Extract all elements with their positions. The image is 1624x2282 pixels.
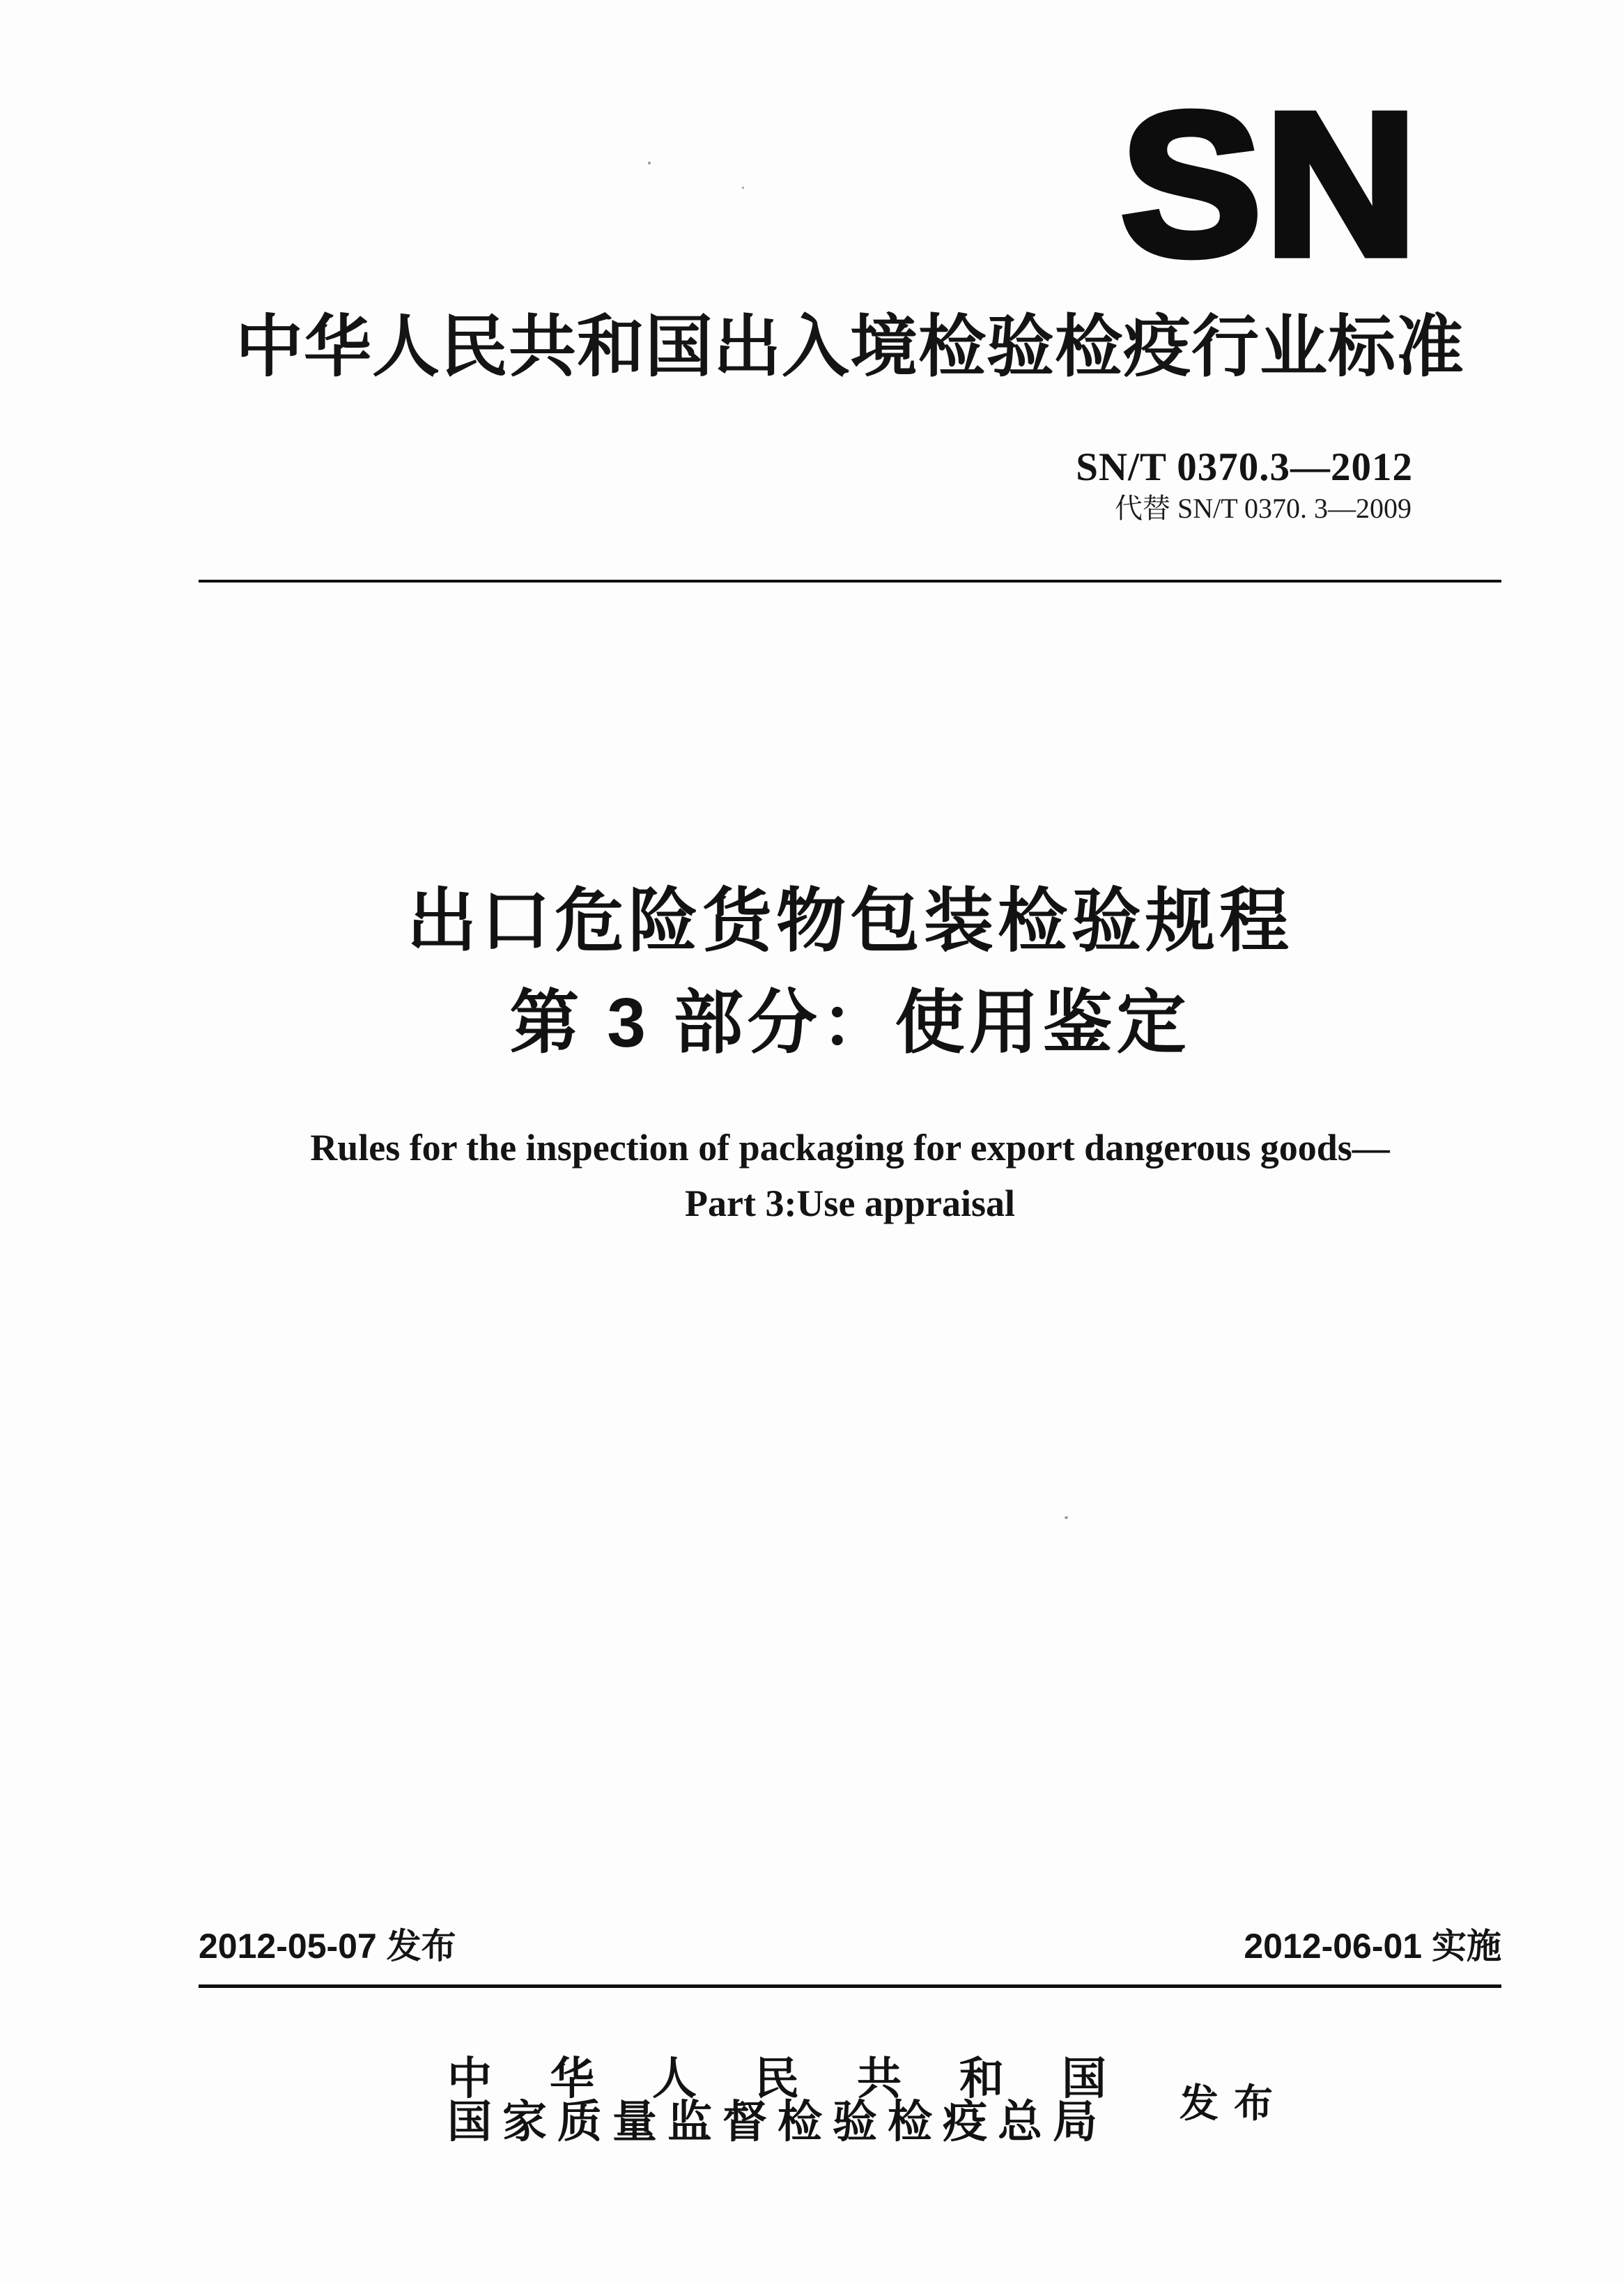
issue-date: 2012-05-07 发布 [199,1927,456,1966]
publish-label: 发布 [1180,2083,1288,2126]
title-en-line1: Rules for the inspection of packaging for export dangerous goods— [310,1127,1390,1169]
scan-speck [648,162,651,164]
standard-number: SN/T 0370.3—2012 [1076,445,1413,489]
implement-date: 2012-06-01 实施 [1244,1927,1501,1966]
replaced-standard-note: 代替 SN/T 0370. 3—2009 [1115,493,1412,524]
publisher-name-line1: 中华人民共和国 [447,2054,1164,2104]
scan-speck [1065,1516,1068,1519]
top-rule [199,580,1501,583]
title-cn-line1: 出口危险货物包装检验规程 [407,882,1293,960]
bottom-rule [199,1984,1501,1988]
scan-speck [742,187,744,189]
publisher-name-line2: 国家质量监督检验检疫总局 [447,2097,1108,2147]
date-row [199,1929,1501,1964]
title-cn-line2: 第 3 部分：使用鉴定 [509,984,1191,1062]
sn-logo: SN [1120,70,1421,298]
header-title: 中华人民共和国出入境检验检疫行业标准 [235,309,1464,385]
title-en-line2: Part 3:Use appraisal [685,1182,1015,1224]
